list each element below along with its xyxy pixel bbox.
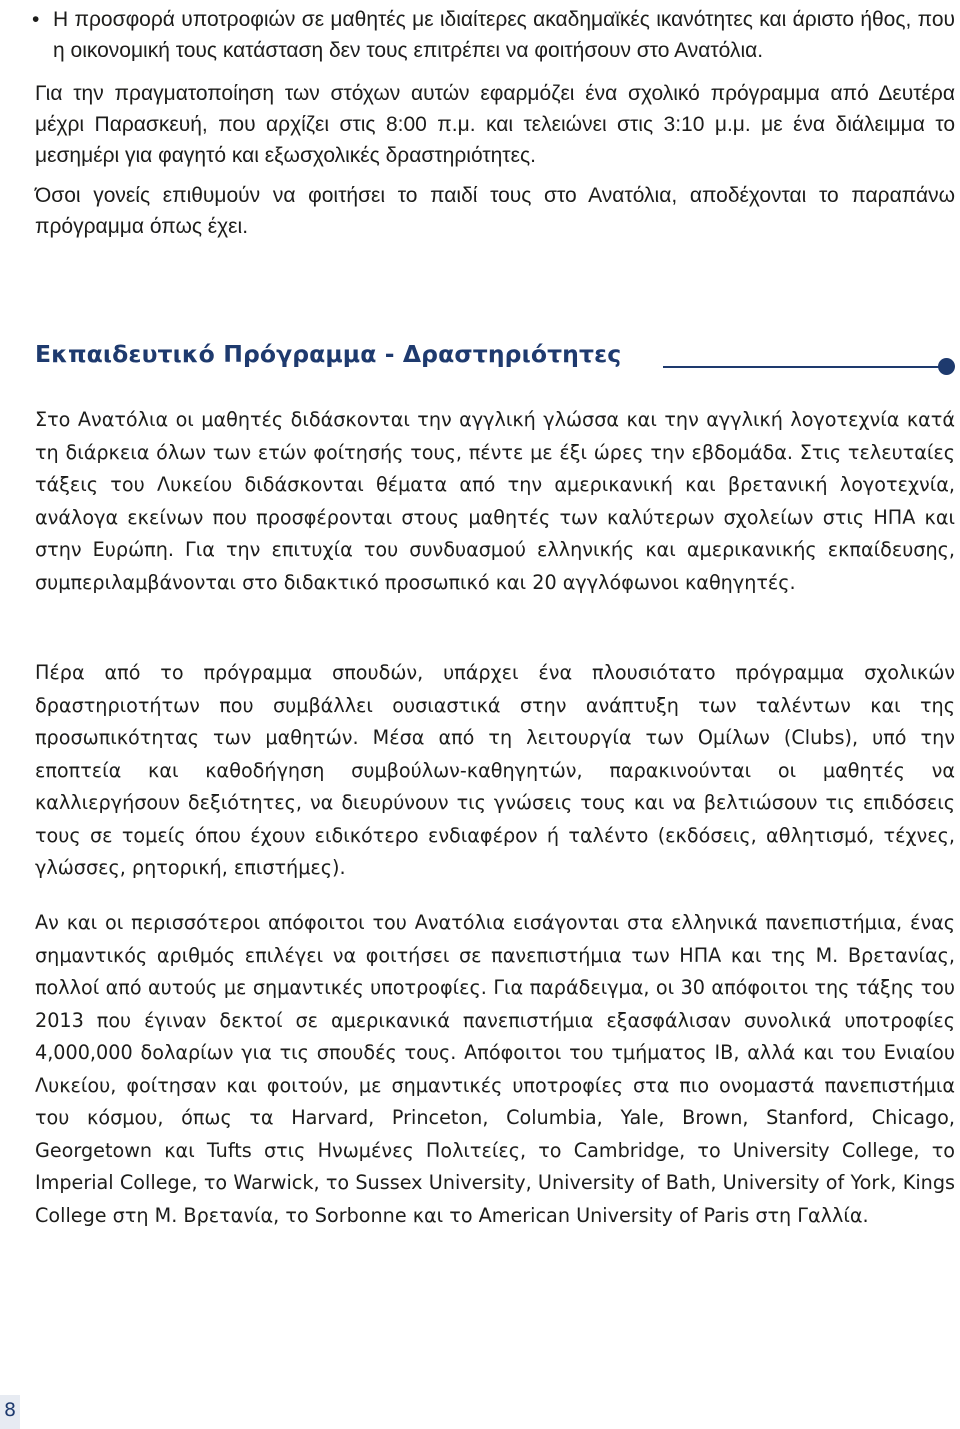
heading-dot-icon [938,358,955,375]
page-number: 8 [0,1395,20,1429]
bullet-text: Η προσφορά υποτροφιών σε μαθητές με ιδιαίτερες ακαδημαϊκές ικανότητες και άριστο ήθος, που η οικονομική τους κατάσταση δεν τους επιτρέπει να φοιτήσουν στο Ανατόλια. [53,8,955,62]
section-header [35,340,955,380]
schedule-paragraph: Για την πραγματοποίηση των στόχων αυτών εφαρμόζει ένα σχολικό πρόγραμμα από Δευτέρα μέχρι Παρασκευή, που αρχίζει στις 8:00 π.μ. και τελειώνει στις 3:10 μ.μ. με ένα διάλειμμα το μεσημέρι για φαγητό και εξωσχολικές δραστηριότητες. [35,82,955,167]
graduates-paragraph [35,907,955,1232]
paragraph-text: Αν και οι περισσότεροι απόφοιτοι του Ανατόλια εισάγονται στα ελληνικά πανεπιστήμια, ένας σημαντικός αριθμός επιλέγει να φοιτήσει σε πανεπιστήμια των ΗΠΑ και της Μ. Βρετανίας, πολλοί από αυτούς με σημαντικές υποτροφίες. Για παράδειγμα, οι 30 απόφοιτοι της τάξης του 2013 που έγιναν δεκτοί σε αμερικανικά πανεπιστήμια εξασφάλισαν συνολικά υποτροφίες 4,000,000 δολαρίων για τις σπουδές τους. Απόφοιτοι του τμήματος IB, αλλά και του Ενιαίου Λυκείου, φοίτησαν και φοιτούν, με σημαντικές υποτροφίες στα πιο ονομαστά πανεπιστήμια του κόσμου, όπως τα Harvard, Princeton, Columbia, Yale, Brown, Stanford, Chicago, Georgetown και Tufts στις Ηνωμένες Πολιτείες, το Cambridge, το University College, το Imperial College, το Warwick, το Sussex University, University of Bath, University of York, Kings College στη Μ. Βρετανία, το Sorbonne και το American University of Paris στη Γαλλία. [35,911,955,1227]
paragraph-text: Πέρα από το πρόγραμμα σπουδών, υπάρχει ένα πλουσιότατο πρόγραμμα σχολικών δραστηριοτήτων που συμβάλλει ουσιαστικά στην ανάπτυξη των ταλέντων και της προσωπικότητας των μαθητών. Μέσα από τη λειτουργία των Ομίλων (Clubs), υπό την εποπτεία και καθοδήγηση συμβούλων-καθηγητών, παρακινούνται οι μαθητές να καλλιεργήσουν δεξιότητες, να διευρύνουν τις γνώσεις τους και να βελτιώσουν τις επιδόσεις τους σε τομείς όπου έχουν ειδικότερο ενδιαφέρον ή ταλέντο (εκδόσεις, αθλητισμό, τέχνες, γλώσσες, ρητορική, επιστήμες). [35,661,955,879]
english-program-paragraph [35,404,955,599]
activities-paragraph [35,657,955,885]
heading-rule [663,366,945,368]
parents-paragraph: Όσοι γονείς επιθυμούν να φοιτήσει το παιδί τους στο Ανατόλια, αποδέχονται το παραπάνω πρόγραμμα όπως έχει. [35,184,955,238]
bullet-icon: • [32,8,40,31]
document-page [32,0,955,1227]
paragraph-text: Στο Ανατόλια οι μαθητές διδάσκονται την αγγλική γλώσσα και την αγγλική λογοτεχνία κατά τη διάρκεια όλων των ετών φοίτησής τους, πέντε με έξι ώρες την εβδομάδα. Στις τελευταίες τάξεις του Λυκείου διδάσκονται θέματα από την αμερικανική και βρετανική λογοτεχνία, ανάλογα εκείνων που προσφέρονται στους μαθητές των καλύτερων σχολείων στις ΗΠΑ και στην Ευρώπη. Για την επιτυχία του συνδυασμού ελληνικής και αμερικανικής εκπαίδευσης, συμπεριλαμβάνονται στο διδακτικό προσωπικό και 20 αγγλόφωνοι καθηγητές. [35,408,955,594]
section-heading: Εκπαιδευτικό Πρόγραμμα - Δραστηριότητες [35,340,622,368]
bullet-item [32,4,955,66]
